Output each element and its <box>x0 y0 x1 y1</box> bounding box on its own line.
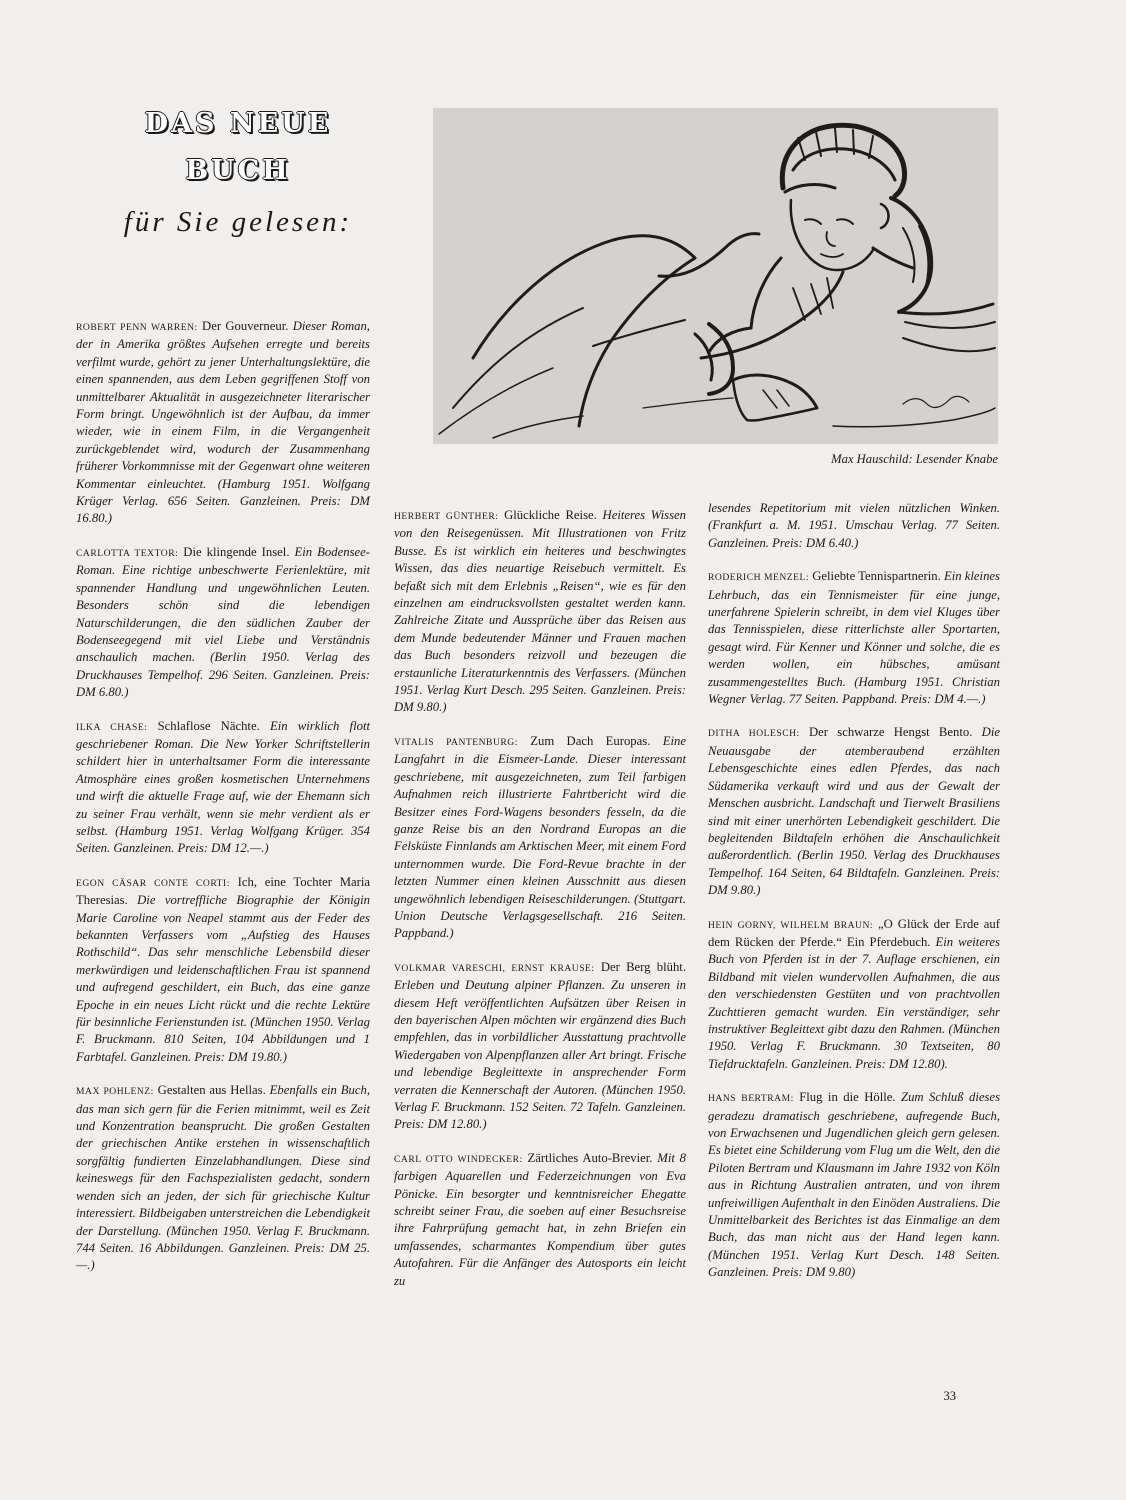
review-title: Schlaflose Nächte. <box>147 718 260 733</box>
review-author: RODERICH MENZEL: <box>708 572 810 584</box>
review-text: Ebenfalls ein Buch, das man sich gern für die Ferien mitnimmt, weil es Zeit und Konzentration beansprucht. Die großen Gestalten der griechischen Antike erstehen in wissenschaftlich sorgfältig fundierten Einzelabhandlungen. Diese sind keineswegs für den Fachspezialisten gedacht, sondern wenden sich an jeden, der sich für griechische Kultur interessiert. Bildbeigaben unterstreichen die Lebendigkeit der Darstellung. (München 1950. Verlag F. Bruckmann. 744 Seiten. 16 Abbildungen. Ganzleinen. Preis: DM 25.—.) <box>76 1083 370 1273</box>
review-author: CARL OTTO WINDECKER: <box>394 1153 523 1165</box>
review-author: ILKA CHASE: <box>76 721 148 733</box>
illustration-reading-boy <box>433 108 998 444</box>
review-title: Zärtliches Auto-Brevier. <box>522 1150 653 1165</box>
review-entry <box>76 874 370 1066</box>
review-title: Flug in die Hölle. <box>793 1090 896 1105</box>
review-column-2 <box>394 507 686 1306</box>
review-text: Ein Bodensee-Roman. Eine richtige unbeschwerte Ferienlektüre, mit spannender Handlung und ungewöhnlichen Leuten. Besonders schön sind die lebendigen Naturschilderungen, die den südlichen Zauber der Bodenseegegend mit viel Liebe und Verständnis anschaulich machen. (Berlin 1950. Verlag des Druckhauses Tempelhof. 296 Seiten. Ganzleinen. Preis: DM 6.80.) <box>76 544 370 700</box>
review-text: Ein weiteres Buch von Pferden ist in der 7. Auflage erschienen, ein Bildband mit vielen wundervollen Aufnahmen, die aus den verschiedensten Gestüten und von prachtvollen Zuchttieren gemacht wurden. Ein verständiger, sehr instruktiver Begleittext gibt dazu den Rahmen. (München 1950. Verlag F. Bruckmann. 30 Textseiten, 80 Tiefdrucktafeln. Ganzleinen. Preis: DM 12.80). <box>708 934 1000 1071</box>
review-entry <box>76 1082 370 1274</box>
review-author: CARLOTTA TEXTOR: <box>76 547 179 559</box>
review-column-1 <box>76 318 370 1291</box>
review-text: Dieser Roman, der in Amerika größtes Aufsehen erregte und bereits verfilmt wurde, gehört zu jener Unterhaltungslektüre, die einen spannenden, aus dem Leben gegriffenen Stoff von unmittelbarer Aktualität in ausgezeichneter literarischer Form bringt. Ungewöhnlich ist der Aufbau, da immer wieder, wie in einem Film, in die Vergangenheit zurückgeblendet wird, wodurch der Zusammenhang früherer Vorkommnisse mit der Gegenwart ohne weiteren Kommentar einleuchtet. (Hamburg 1951. Wolfgang Krüger Verlag. 656 Seiten. Ganzleinen. Preis: DM 16.80.) <box>76 319 370 526</box>
review-title: „O Glück der Erde auf dem Rücken der Pferde.“ Ein Pferdebuch. <box>708 916 1001 949</box>
review-author: VOLKMAR VARESCHI, ERNST KRAUSE: <box>394 962 595 974</box>
review-author: HEIN GORNY, WILHELM BRAUN: <box>708 919 874 931</box>
review-author: MAX POHLENZ: <box>76 1086 154 1098</box>
review-text: Heiteres Wissen von den Reisegenüssen. Mit Illustrationen von Fritz Busse. Es ist wirklich ein heiteres und beschwingtes Wissen, das dies neuartige Reisebuch vermittelt. Es befaßt sich mit dem Erlebnis „Reisen“, wie es für den einzelnen am eindrucksvollsten gestaltet werden kann. Zahlreiche Zitate und Aussprüche über das Reisen aus dem Munde bedeutender Männer und Frauen machen das Buch besonders reizvoll und bezeugen die erstaunliche Literaturkenntnis des Verfassers. (München 1951. Verlag Kurt Desch. 295 Seiten. Ganzleinen. Preis: DM 9.80.) <box>394 508 686 715</box>
review-entry <box>76 318 370 528</box>
review-title: Geliebte Tennispartnerin. <box>809 569 941 584</box>
review-author: ROBERT PENN WARREN: <box>76 322 198 333</box>
review-text: Erleben und Deutung alpiner Pflanzen. Zu unseren in diesem Heft veröffentlichten Aufsätzen über Reisen in den bayerischen Alpen möchten wir ergänzend dies Buch empfehlen, das in vorbildlicher Ausstattung prachtvolle Wiedergaben von Alpenpflanzen aller Art bringt. Frische und lebendige Begleittexte in ansprechender Form verraten die Kennerschaft der Autoren. (München 1950. Verlag F. Bruckmann. 152 Seiten. 72 Tafeln. Ganzleinen. Preis: DM 12.80.) <box>394 978 686 1132</box>
review-text: Ein wirklich flott geschriebener Roman. Die New Yorker Schriftstellerin schildert hier in unterhaltsamer Form die interessante Atmosphäre eines großen kosmetischen Unternehmens und wirft die aktuelle Frage auf, wie der Ehemann sich zu seiner Frau verhält, wenn sie mehr verdient als er selbst. (Hamburg 1951. Verlag Wolfgang Krüger. 354 Seiten. Ganzleinen. Preis: DM 12.—.) <box>76 718 370 856</box>
review-entry <box>708 1089 1000 1281</box>
review-title: Zum Dach Europas. <box>517 733 651 748</box>
review-title: Gestalten aus Hellas. <box>153 1083 266 1098</box>
reading-boy-drawing <box>433 108 998 444</box>
review-column-3 <box>708 500 1000 1298</box>
review-entry <box>76 718 370 858</box>
review-entry <box>708 568 1000 708</box>
review-entry <box>394 959 686 1134</box>
review-author: EGON CÄSAR CONTE CORTI: <box>76 877 230 889</box>
review-entry <box>394 733 686 943</box>
review-title: Der schwarze Hengst Bento. <box>799 725 973 740</box>
illustration-caption: Max Hauschild: Lesender Knabe <box>831 452 998 466</box>
review-title: Der Gouverneur. <box>197 319 289 333</box>
review-title: Der Berg blüht. <box>594 959 686 974</box>
review-text: Eine Langfahrt in die Eismeer-Lande. Dieser interessant geschriebene, mit ausgezeichneten, zum Teil farbigen Aufnahmen reich illustrierte Fahrtbericht wird die Besitzer eines Ford-Wagens besonders fesseln, da die ganze Reise bis an den Nordrand Europas an die Felsküste Finnlands am Arktischen Meer, mit einem Ford unternommen wurde. Die Ford-Revue brachte in der letzten Nummer einen kleinen Ausschnitt aus diesen ungewöhnlich lebendigen Reiseschilderungen. (Stuttgart. Union Deutsche Verlagsgesellschaft. 216 Seiten. Pappband.) <box>394 733 686 941</box>
review-entry <box>708 724 1000 899</box>
review-text: Die Neuausgabe der atemberaubend erzählten Lebensgeschichte eines edlen Pferdes, das nach Südamerika verkauft wird und aus der Gewalt der Menschen ausbricht. Landschaft und Tierwelt Brasiliens sind mit einer unerhörten Lebendigkeit geschildert. Die begleitenden Bildtafeln erhöhen die Anschaulichkeit außerordentlich. (Berlin 1950. Verlag des Druckhauses Tempelhof. 164 Seiten, 64 Bildtafeln. Ganzleinen. Preis: DM 9.80.) <box>708 725 1000 898</box>
review-title: Die klingende Insel. <box>178 544 290 559</box>
review-title: Glückliche Reise. <box>498 508 597 522</box>
review-title: Ich, eine Tochter Maria Theresias. <box>76 874 370 908</box>
review-author: HANS BERTRAM: <box>708 1093 794 1105</box>
review-author: HERBERT GÜNTHER: <box>394 511 499 522</box>
review-author: VITALIS PANTENBURG: <box>394 736 518 748</box>
page-title-line-1: DAS NEUE <box>144 108 332 139</box>
review-text: Mit 8 farbigen Aquarellen und Federzeichnungen von Eva Pönicke. Ein besorgter und kenntnisreicher Ehegatte schreibt seiner Frau, die soeben auf einer Besuchsreise ihre Fahrprüfung gemacht hat, in zehn Briefen ein umfassendes, scharmantes Kompendium über gutes Autofahren. Für die Anfänger des Autosports ein leicht zu <box>394 1150 686 1288</box>
review-author: DITHA HOLESCH: <box>708 728 800 740</box>
review-text: lesendes Repetitorium mit vielen nützlichen Winken. (Frankfurt a. M. 1951. Umschau Verlag. 77 Seiten. Ganzleinen. Preis: DM 6.40.) <box>708 501 1000 550</box>
review-entry <box>76 544 370 702</box>
review-entry <box>394 1150 686 1290</box>
review-entry-continued <box>708 500 1000 552</box>
page-subtitle: für Sie gelesen: <box>123 206 353 238</box>
page-number: 33 <box>943 1389 956 1403</box>
review-entry <box>708 916 1000 1074</box>
masthead <box>78 100 398 239</box>
review-text: Die vortreffliche Biographie der Königin Marie Caroline von Neapel stammt aus der Feder des bekannten Verfassers vom „Aufstieg des Hauses Rothschild“. Das sehr menschliche Lebensbild dieser merkwürdigen und leidenschaftlichen Frau ist spannend und aufregend geschildert, ein Buch, das eine ganze Epoche in ein neues Licht rückt und die rechte Lektüre für besinnliche Ferienstunden ist. (München 1950. Verlag F. Bruckmann. 810 Seiten, 104 Abbildungen und 1 Farbtafel. Ganzleinen. Preis: DM 19.80.) <box>76 893 370 1064</box>
review-text: Ein kleines Lehrbuch, das ein Tennismeister für eine junge, unerfahrene Spielerin schreibt, in dem viel Kluges über das Tennisspielen, diese ritterlichste aller Sportarten, gesagt wird. Für Kenner und Könner und solche, die es werden wollen, ein hübsches, amüsant zusammengestelltes Buch. (Hamburg 1951. Christian Wegner Verlag. 77 Seiten. Pappband. Preis: DM 4.—.) <box>708 569 1000 707</box>
review-text: Zum Schluß dieses geradezu dramatisch geschriebene, aufregende Buch, von Erwachsenen und Jugendlichen gleich gern gelesen. Es bietet eine Schilderung vom Flug um die Welt, den die Piloten Bertram und Klausmann im Jahre 1932 von Köln aus in Richtung Australien antraten, und von ihrem unfreiwilligen Aufenthalt in den Einöden Australiens. Die Unmittelbarkeit des Berichtes ist das Einmalige an dem Buch, das man nicht aus der Hand legen kann. (München 1951. Verlag Kurt Desch. 148 Seiten. Ganzleinen. Preis: DM 9.80) <box>708 1090 1001 1280</box>
review-entry <box>394 507 686 717</box>
page-title-line-2: BUCH <box>185 155 291 186</box>
